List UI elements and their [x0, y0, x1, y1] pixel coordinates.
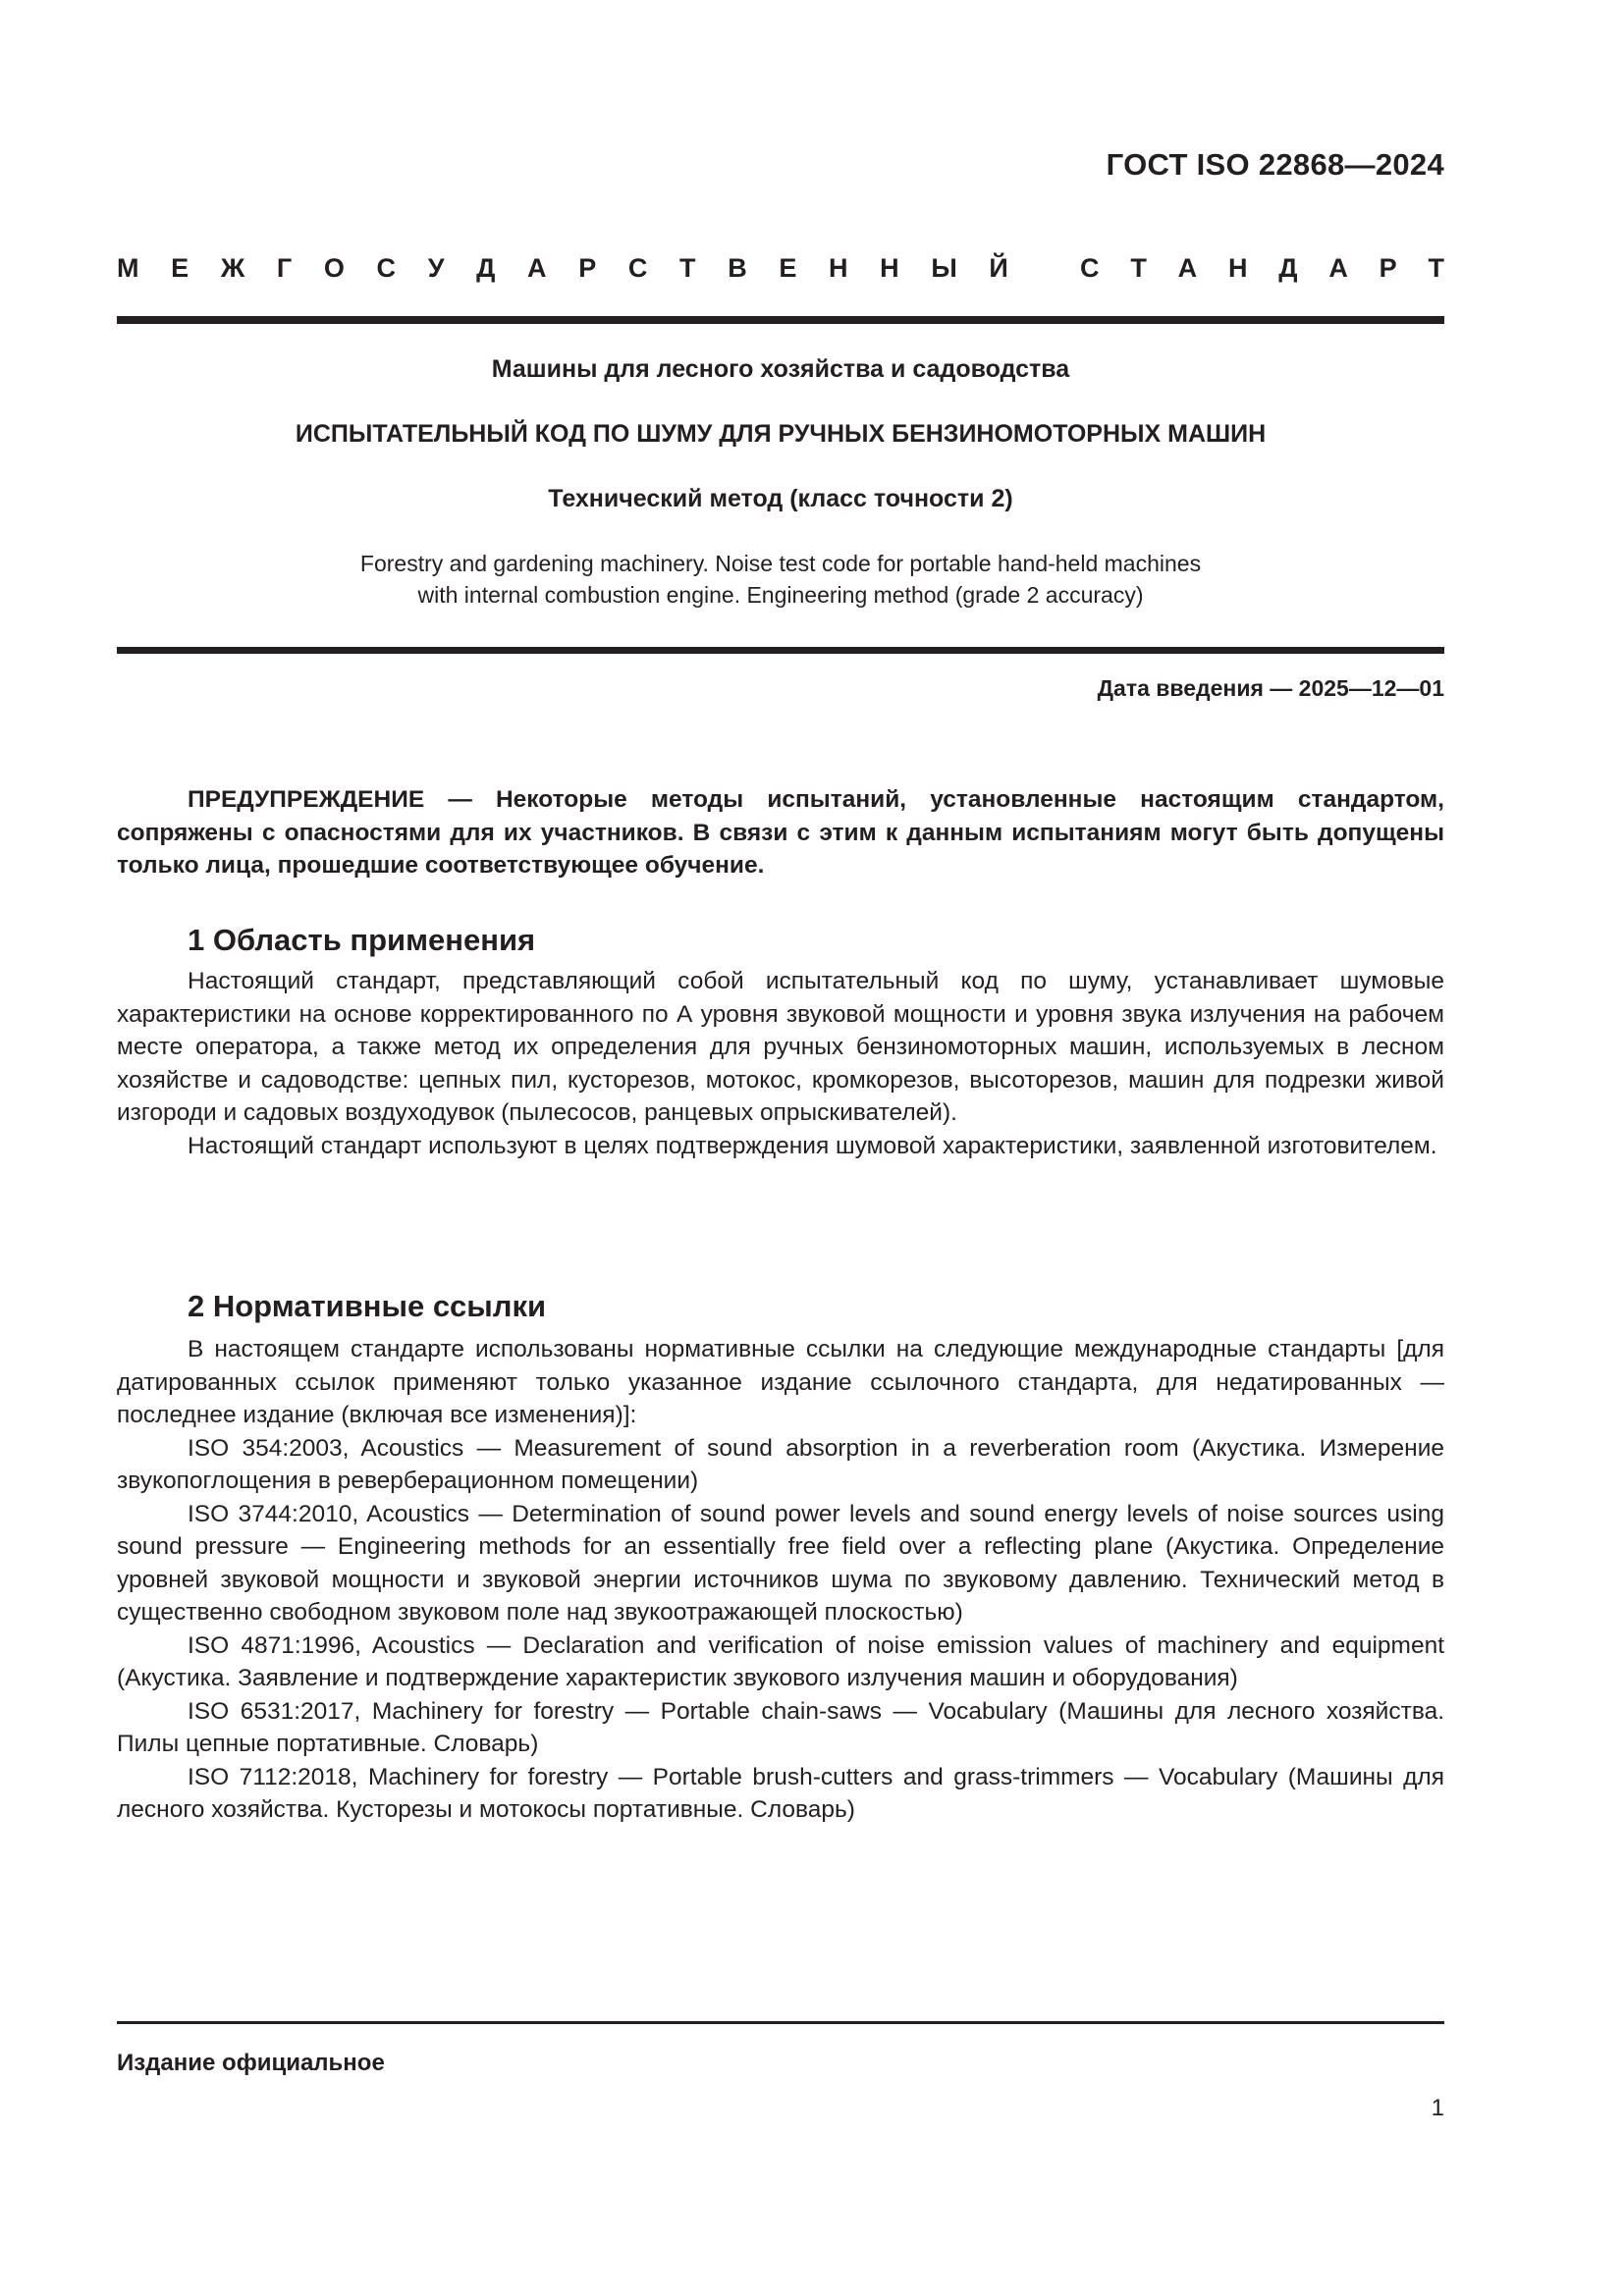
main-title: ИСПЫТАТЕЛЬНЫЙ КОД ПО ШУМУ ДЛЯ РУЧНЫХ БЕНЗИНОМОТОРНЫХ МАШИН — [295, 420, 1267, 448]
category-letter: Н — [829, 253, 848, 283]
reference-item: ISO 3744:2010, Acoustics — Determination of sound power levels and sound energy levels of noise sources using sound pressure — Engineering methods for an essentially free field over a reflecting plane (Акустика. Определение уровней звуковой мощности и звуковой энергии источников шума по звуковому давлению. Технический метод в существенно свободном звуковом поле над звукоотражающей плоскостью) — [117, 1500, 1444, 1626]
category-word-standard — [1080, 253, 1444, 284]
paragraph: Настоящий стандарт, представляющий собой испытательный код по шуму, устанавливает шумовые характеристики на основе корректированного по А уровня звуковой мощности и уровня звука излучения на рабочем месте оператора, а также метод их определения для ручных бензиномоторных машин, используемых в лесном хозяйстве и садоводстве: цепных пил, кусторезов, мотокос, кромкорезов, высоторезов, машин для подрезки живой изгороди и садовых воздуходувок (пылесосов, ранцевых опрыскивателей). — [117, 968, 1444, 1126]
section-2-heading: 2 Нормативные ссылки — [188, 1289, 547, 1323]
category-letter: Н — [880, 253, 899, 283]
category-letter: Е — [171, 253, 189, 283]
category-letter: Д — [1278, 253, 1298, 283]
category-letter: Т — [1428, 253, 1444, 283]
category-letter: Е — [779, 253, 797, 283]
category-letter: А — [527, 253, 547, 283]
category-letter: Р — [578, 253, 597, 283]
section-1-body — [117, 965, 1444, 1162]
section-2-body — [117, 1333, 1444, 1827]
category-letter: А — [1328, 253, 1348, 283]
paragraph: Настоящий стандарт используют в целях подтверждения шумовой характеристики, заявленной изготовителем. — [188, 1132, 1437, 1159]
category-letter: Ж — [220, 253, 245, 283]
document-number: ГОСТ ISO 22868—2024 — [1106, 147, 1444, 182]
official-edition-note: Издание официальное — [117, 2050, 385, 2076]
english-title — [117, 548, 1444, 611]
category-letter: В — [728, 253, 747, 283]
subtitle-ru: Машины для лесного хозяйства и садоводства — [491, 355, 1070, 383]
section-1-heading: 1 Область применения — [188, 923, 536, 957]
category-letter: М — [117, 253, 139, 283]
category-letter: О — [323, 253, 345, 283]
reference-item: ISO 7112:2018, Machinery for forestry — Portable brush-cutters and grass-trimmers — Vocabulary (Машины для лесного хозяйства. Кусторезы и мотокосы портативные. Словарь) — [117, 1763, 1444, 1823]
category-letter: Н — [1227, 253, 1248, 283]
header-divider — [117, 316, 1444, 324]
reference-item: ISO 6531:2017, Machinery for forestry — Portable chain-saws — Vocabulary (Машины для лесного хозяйства. Пилы цепные портативные. Словарь) — [117, 1697, 1444, 1757]
category-letter: Й — [989, 253, 1008, 283]
category-letter: С — [627, 253, 648, 283]
introduction-date: Дата введения — 2025—12—01 — [1097, 675, 1444, 701]
title-divider — [117, 647, 1444, 654]
warning-paragraph — [117, 783, 1444, 882]
paragraph: В настоящем стандарте использованы нормативные ссылки на следующие международные стандарты [для датированных ссылок применяют только указанное издание ссылочного стандарта, для недатированных — последнее издание (включая все изменения)]: — [117, 1336, 1444, 1428]
category-letter: Г — [276, 253, 293, 283]
category-letter: Т — [679, 253, 696, 283]
standard-category — [117, 253, 1444, 284]
category-letter: Т — [1130, 253, 1147, 283]
category-letter: С — [1080, 253, 1100, 283]
document-page — [117, 0, 1444, 2296]
english-title-line: with internal combustion engine. Engineering method (grade 2 accuracy) — [417, 582, 1144, 608]
category-letter: Ы — [931, 253, 957, 283]
category-letter: Р — [1379, 253, 1397, 283]
reference-item: ISO 4871:1996, Acoustics — Declaration and verification of noise emission values of machinery and equipment (Акустика. Заявление и подтверждение характеристик звукового излучения машин и оборудования) — [117, 1631, 1444, 1691]
category-letter: У — [427, 253, 445, 283]
category-word-interstate — [117, 253, 1008, 284]
footer-divider — [117, 2021, 1444, 2024]
page-number: 1 — [1431, 2095, 1444, 2121]
warning-text: ПРЕДУПРЕЖДЕНИЕ — Некоторые методы испытаний, установленные настоящим стандартом, сопряжены с опасностями для их участников. В связи с этим к данным испытаниям могут быть допущены только лица, прошедшие соответствующее обучение. — [117, 786, 1444, 879]
reference-item: ISO 354:2003, Acoustics — Measurement of sound absorption in a reverberation room (Акустика. Измерение звукопоглощения в реверберационном помещении) — [117, 1434, 1444, 1494]
english-title-line: Forestry and gardening machinery. Noise test code for portable hand-held machines — [359, 551, 1202, 576]
method-title: Технический метод (класс точности 2) — [548, 485, 1013, 512]
category-letter: А — [1177, 253, 1198, 283]
category-letter: С — [376, 253, 397, 283]
category-letter: Д — [476, 253, 496, 283]
